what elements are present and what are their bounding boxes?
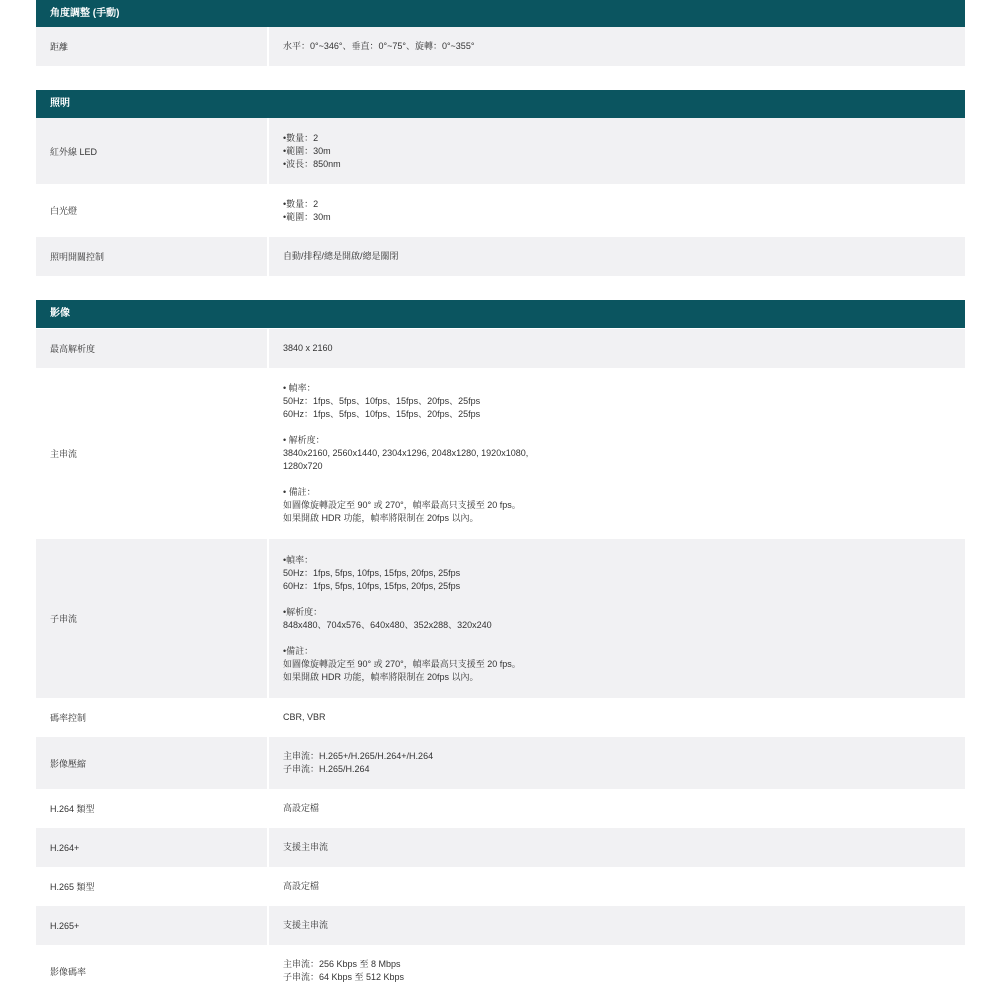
spec-line: •數量：2	[283, 198, 319, 209]
spacer	[283, 421, 965, 434]
spec-line: 3840x2160, 2560x1440, 2304x1296, 2048x1280, 1920x1080,	[283, 448, 529, 458]
spec-line: 高設定檔	[283, 881, 320, 891]
spec-label: 紅外線 LED	[36, 118, 267, 184]
spec-line: 50Hz：1fps, 5fps, 10fps, 15fps, 20fps, 25fps	[283, 567, 461, 578]
spec-line: •備註：	[283, 645, 314, 656]
section-header-lighting: 照明	[36, 90, 965, 118]
spec-row-video-0	[36, 329, 965, 368]
spec-row-lighting-1	[36, 184, 965, 237]
spec-line: 主串流：256 Kbps 至 8 Mbps	[283, 959, 401, 969]
spec-row-video-3	[36, 698, 965, 737]
spec-value	[269, 906, 965, 945]
spec-line: 支援主串流	[283, 920, 329, 930]
spec-line: • 幀率：	[283, 383, 316, 393]
spec-line: •數量：2	[283, 132, 319, 143]
spec-label: 碼率控制	[36, 698, 267, 737]
spec-line: 子串流：H.265/H.264	[283, 764, 370, 774]
spec-value	[269, 828, 965, 867]
spec-line: 如果開啟 HDR 功能，幀率將限制在 20fps 以內。	[283, 671, 479, 682]
spec-label: 影像壓縮	[36, 737, 267, 789]
spec-label: H.265+	[36, 906, 267, 945]
spec-line: • 備註：	[283, 487, 316, 497]
spec-label: H.264 類型	[36, 789, 267, 828]
spec-line: •解析度：	[283, 606, 323, 617]
spec-value	[269, 329, 965, 368]
spec-line: 50Hz：1fps、5fps、10fps、15fps、20fps、25fps	[283, 396, 481, 406]
spec-value	[269, 698, 965, 737]
spec-row-video-4	[36, 737, 965, 789]
spec-row-video-2	[36, 539, 965, 698]
spec-label: 主串流	[36, 368, 267, 539]
spec-line: 如果開啟 HDR 功能，幀率將限制在 20fps 以內。	[283, 513, 479, 523]
spec-row-video-8	[36, 906, 965, 945]
spec-value	[269, 27, 965, 66]
spec-value	[269, 867, 965, 906]
spec-value	[269, 945, 965, 997]
spec-line: 高設定檔	[283, 803, 320, 813]
spec-line: 1280x720	[283, 461, 323, 471]
spec-line: 848x480、704x576、640x480、352x288、320x240	[283, 619, 492, 630]
spec-line: 子串流：64 Kbps 至 512 Kbps	[283, 972, 405, 982]
spec-row-lighting-0	[36, 118, 965, 184]
spec-value	[269, 789, 965, 828]
spec-label: H.264+	[36, 828, 267, 867]
spec-line: 主串流：H.265+/H.265/H.264+/H.264	[283, 751, 434, 761]
spec-row-angle-0	[36, 27, 965, 66]
spacer	[283, 632, 965, 645]
spec-line: 水平：0°~346°、垂直：0°~75°、旋轉：0°~355°	[283, 41, 475, 51]
spec-line: 60Hz：1fps、5fps、10fps、15fps、20fps、25fps	[283, 409, 481, 419]
spec-label: H.265 類型	[36, 867, 267, 906]
spec-value	[269, 368, 965, 539]
spec-label: 最高解析度	[36, 329, 267, 368]
spec-label: 距離	[36, 27, 267, 66]
spec-row-video-5	[36, 789, 965, 828]
spec-label: 白光燈	[36, 184, 267, 237]
spacer	[283, 593, 965, 606]
spec-line: 如圖像旋轉設定至 90° 或 270°，幀率最高只支援至 20 fps。	[283, 500, 521, 510]
spec-value	[269, 184, 965, 237]
section-header-video: 影像	[36, 300, 965, 328]
spec-row-video-9	[36, 945, 965, 997]
spec-row-lighting-2	[36, 237, 965, 276]
spec-line: •範圍：30m	[283, 145, 331, 156]
spec-label: 子串流	[36, 539, 267, 698]
spec-line: •波長：850nm	[283, 158, 341, 169]
spec-value	[269, 118, 965, 184]
spec-line: 自動/排程/總是開啟/總是關閉	[283, 251, 399, 261]
spec-line: •範圍：30m	[283, 211, 331, 222]
spec-value	[269, 237, 965, 276]
spec-value	[269, 539, 965, 698]
spec-row-video-7	[36, 867, 965, 906]
spec-label: 影像碼率	[36, 945, 267, 997]
section-header-angle: 角度調整 (手動)	[36, 0, 965, 27]
spec-line: 3840 x 2160	[283, 343, 333, 353]
spec-line: 如圖像旋轉設定至 90° 或 270°，幀率最高只支援至 20 fps。	[283, 658, 521, 669]
spec-label: 照明開關控制	[36, 237, 267, 276]
spec-line: • 解析度：	[283, 435, 325, 445]
spec-line: 60Hz：1fps, 5fps, 10fps, 15fps, 20fps, 25fps	[283, 580, 461, 591]
spec-line: 支援主串流	[283, 842, 329, 852]
spacer	[283, 473, 965, 486]
spec-line: CBR, VBR	[283, 712, 326, 722]
spec-row-video-6	[36, 828, 965, 867]
spec-value	[269, 737, 965, 789]
spec-row-video-1	[36, 368, 965, 539]
spec-line: •幀率：	[283, 554, 314, 565]
